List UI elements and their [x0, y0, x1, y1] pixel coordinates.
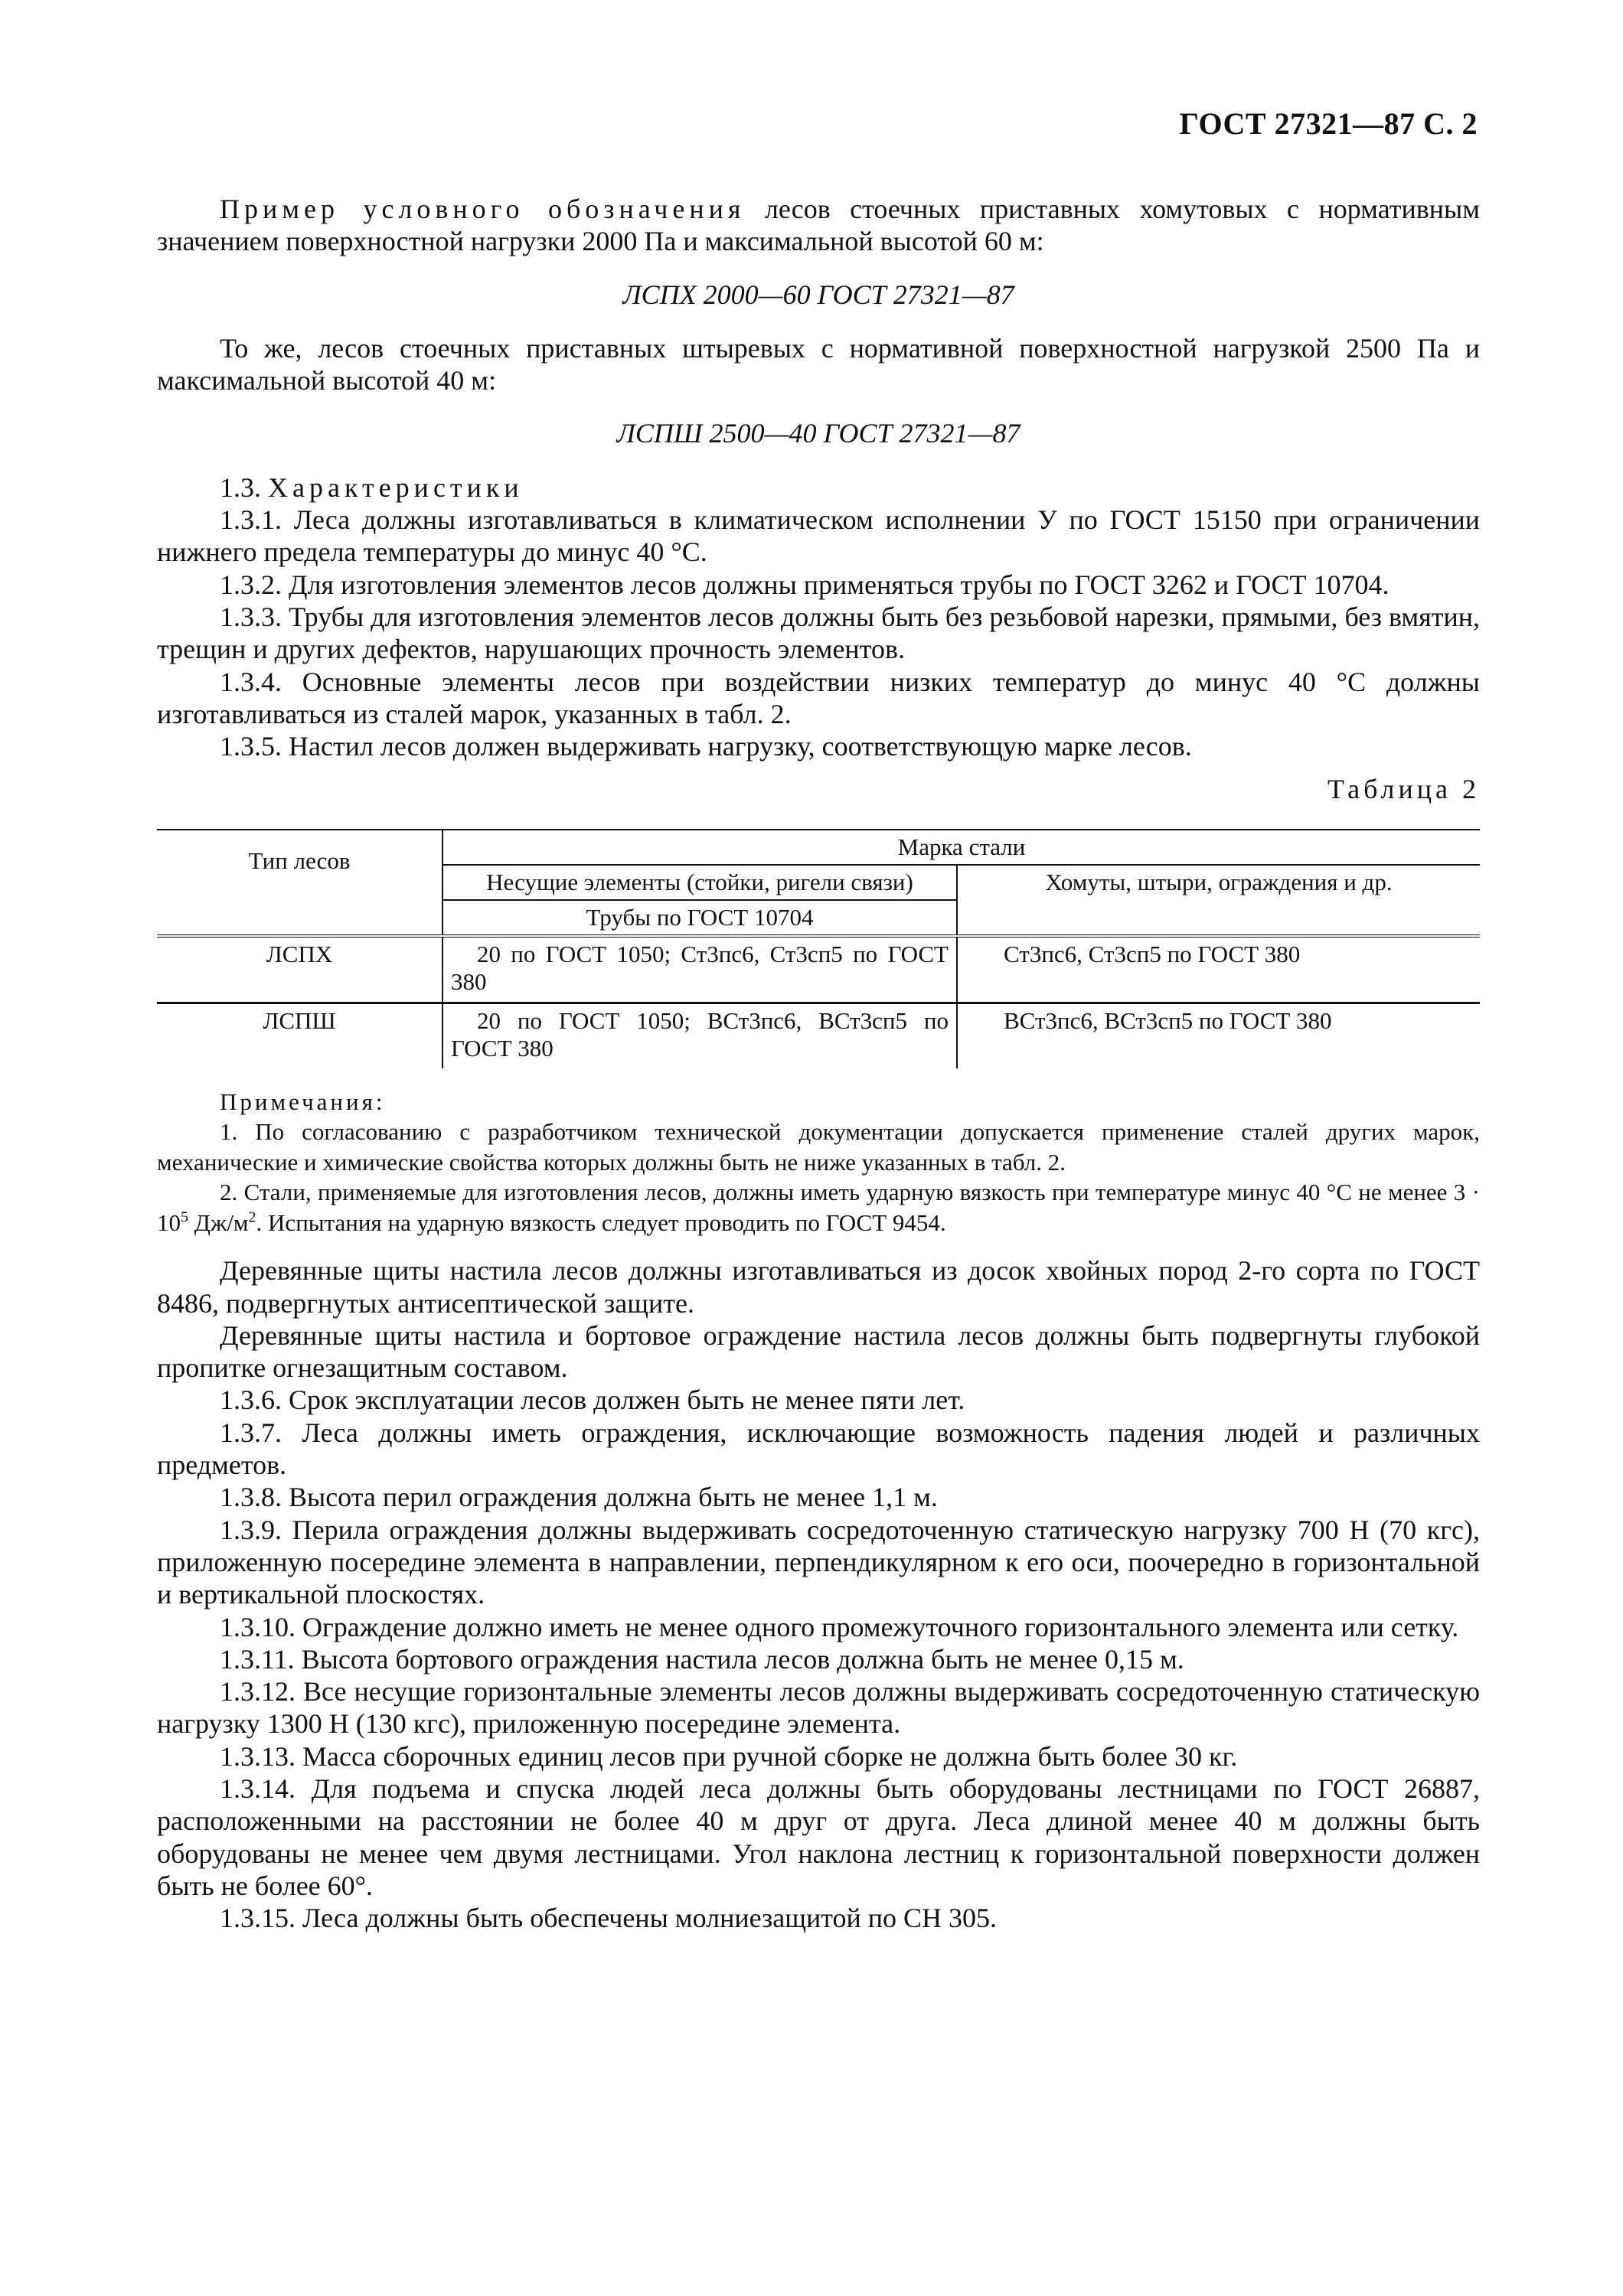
clause: 1.3.8. Высота перил ограждения должна быть не менее 1,1 м.	[220, 1482, 938, 1513]
clauses-continued	[157, 1254, 1480, 1934]
section-heading: 1.3. Характеристики	[220, 471, 524, 503]
header-bearing: Несущие элементы (стойки, ригели связи)	[442, 865, 957, 900]
clause: 1.3.10. Ограждение должно иметь не менее одного промежуточного горизонтального элемента или сетку.	[220, 1611, 1459, 1642]
header-type: Тип лесов	[157, 830, 442, 936]
clause: 1.3.14. Для подъема и спуска людей леса должны быть оборудованы лестницами по ГОСТ 26887, расположенными на расстоянии не более 40 м друг от друга. Леса длиной менее 40 м должны быть оборудованы не менее чем двумя лестницами. Угол наклона лестниц к горизонтальной поверхности должен быть не более 60°.	[157, 1773, 1480, 1901]
clause: 1.3.5. Настил лесов должен выдерживать нагрузку, соответствующую марке лесов.	[220, 731, 1192, 762]
header-bearing-sub: Трубы по ГОСТ 10704	[442, 900, 957, 936]
paragraph: Деревянные щиты настила и бортовое ограждение настила лесов должны быть подвергнуты глубокой пропитке огнезащитным составом.	[157, 1319, 1480, 1384]
clause: 1.3.3. Трубы для изготовления элементов лесов должны быть без резьбовой нарезки, прямыми, без вмятин, трещин и других дефектов, нарушающих прочность элементов.	[157, 601, 1480, 665]
clause: 1.3.6. Срок эксплуатации лесов должен быть не менее пяти лет.	[220, 1384, 965, 1416]
page-header: ГОСТ 27321—87 С. 2	[1179, 106, 1478, 141]
clause: 1.3.13. Масса сборочных единиц лесов при ручной сборке не должна быть более 30 кг.	[220, 1740, 1238, 1772]
table-caption: Таблица 2	[1327, 774, 1480, 805]
clause: 1.3.2. Для изготовления элементов лесов должны применяться трубы по ГОСТ 3262 и ГОСТ 10704.	[220, 569, 1390, 600]
paragraph: Деревянные щиты настила лесов должны изготавливаться из досок хвойных пород 2-го сорта по ГОСТ 8486, подвергнутых антисептической защите.	[157, 1255, 1480, 1319]
clause: 1.3.7. Леса должны иметь ограждения, исключающие возможность падения людей и различных предметов.	[157, 1417, 1480, 1481]
table-row: ЛСПХ 20 по ГОСТ 1050; Ст3пс6, Ст3сп5 по ГОСТ 380 Ст3пс6, Ст3сп5 по ГОСТ 380	[157, 936, 1480, 1003]
table-notes	[157, 1087, 1480, 1238]
clause: 1.3.12. Все несущие горизонтальные элементы лесов должны выдерживать сосредоточенную статическую нагрузку 1300 Н (130 кгс), приложенную посередине элемента.	[157, 1676, 1480, 1740]
designation-example-intro-2: То же, лесов стоечных приставных штыревых с нормативной поверхностной нагрузкой 2500 Па и максимальной высотой 40 м:	[157, 332, 1480, 396]
header-other: Хомуты, штыри, ограждения и др.	[957, 865, 1480, 936]
clause: 1.3.4. Основные элементы лесов при воздействии низких температур до минус 40 °С должны изготавливаться из сталей марок, указанных в табл. 2.	[157, 666, 1480, 729]
clause: 1.3.11. Высота бортового ограждения настила лесов должна быть не менее 0,15 м.	[220, 1643, 1184, 1675]
spaced-term: Пример условного обозначения	[220, 194, 746, 224]
designation-example-2: ЛСПШ 2500—40 ГОСТ 27321—87	[616, 418, 1020, 449]
clause: 1.3.15. Леса должны быть обеспечены молниезащитой по СН 305.	[220, 1903, 998, 1934]
notes-title: Примечания:	[220, 1088, 386, 1115]
note-1: 1. По согласованию с разработчиком технической документации допускается применение сталей других марок, механические и химические свойства которых должны быть не ниже указанных в табл. 2.	[157, 1118, 1480, 1176]
designation-example-1: ЛСПХ 2000—60 ГОСТ 27321—87	[622, 279, 1014, 310]
clause: 1.3.9. Перила ограждения должны выдерживать сосредоточенную статическую нагрузку 700 Н (70 кгс), приложенную посередине элемента в направлении, перпендикулярном к его оси, поочередно в горизонтальной и вертикальной плоскостях.	[157, 1514, 1480, 1610]
table-row: ЛСПШ 20 по ГОСТ 1050; ВСт3пс6, ВСт3сп5 по ГОСТ 380 ВСт3пс6, ВСт3сп5 по ГОСТ 380	[157, 1003, 1480, 1068]
steel-grade-table	[157, 829, 1480, 1068]
header-steel-grade: Марка стали	[442, 830, 1480, 865]
clause: 1.3.1. Леса должны изготавливаться в климатическом исполнении У по ГОСТ 15150 при ограничении нижнего предела температуры до минус 40 °С.	[157, 504, 1480, 568]
document-body	[157, 193, 1480, 1934]
note-2: 2. Стали, применяемые для изготовления лесов, должны иметь ударную вязкость при температуре минус 40 °С не менее $3 \cdot 10^5$ $Дж/м^2$. Испытания на ударную вязкость следует проводить по ГОСТ 9454.	[157, 1179, 1480, 1236]
designation-example-intro: Пример условного обозначения лесов стоечных приставных хомутовых с нормативным значением поверхностной нагрузки 2000 Па и максимальной высотой 60 м:	[157, 194, 1480, 257]
